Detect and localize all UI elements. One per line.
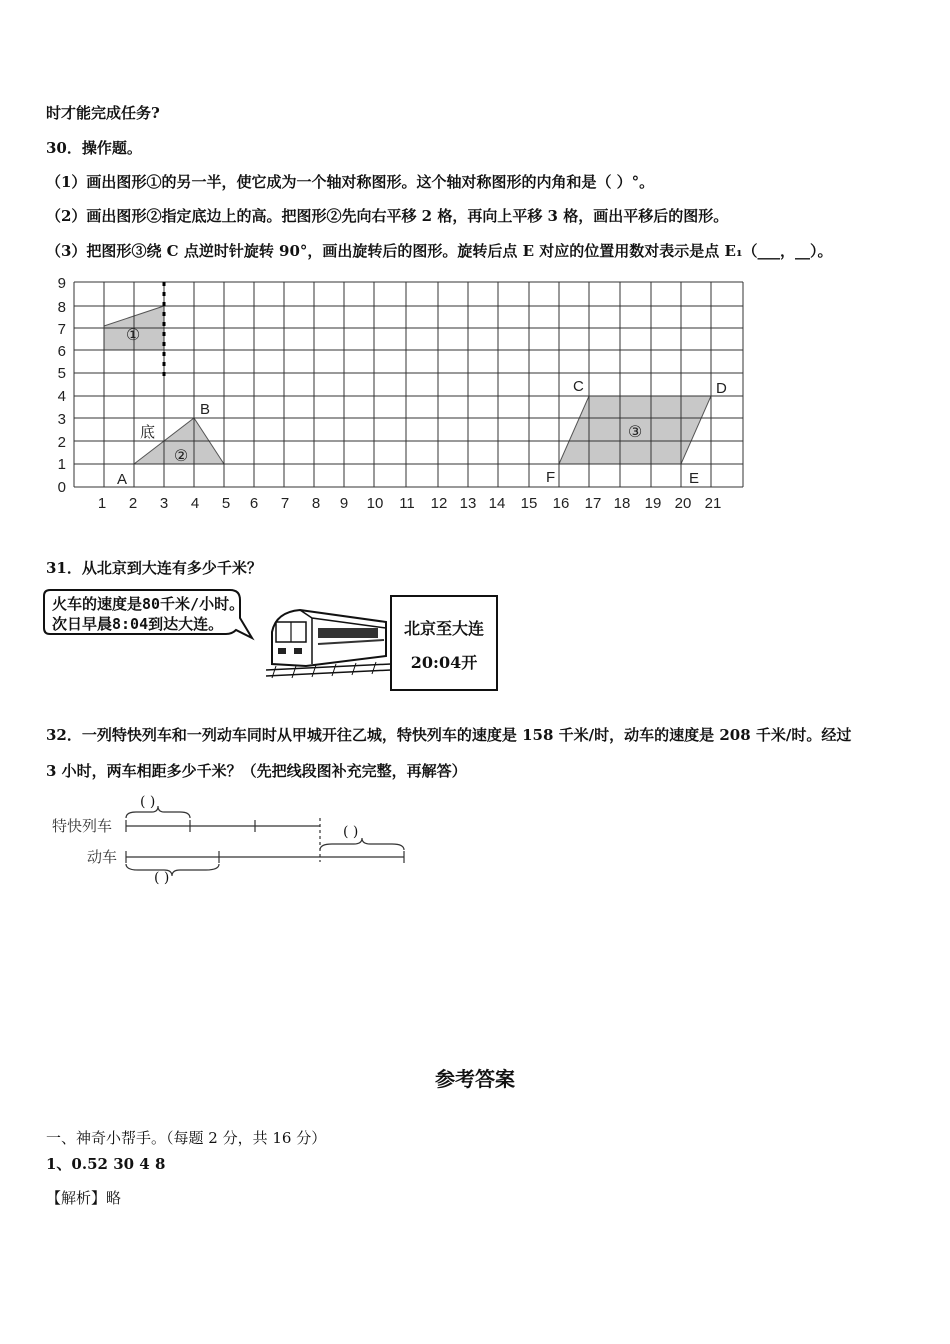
shape-1-label: ① <box>125 327 141 344</box>
x-tick-4: 4 <box>190 495 200 512</box>
x-tick-21: 21 <box>704 495 722 512</box>
x-axis-labels <box>98 495 722 512</box>
q30-part1: （1）画出图形①的另一半，使它成为一个轴对称图形。这个轴对称图形的内角和是（ ）°。 <box>46 173 655 191</box>
y-tick-2: 2 <box>57 434 66 451</box>
y-tick-8: 8 <box>57 299 66 316</box>
x-tick-17: 17 <box>584 495 602 512</box>
x-tick-1: 1 <box>97 495 107 512</box>
express-brace <box>126 806 190 818</box>
sign-line-2: 20:04开 <box>410 653 478 672</box>
point-b-label: B <box>200 401 211 418</box>
x-tick-2: 2 <box>128 495 138 512</box>
paren-difference: ( ) <box>343 824 359 840</box>
bubble-line-1: 火车的速度是80千米/小时。 <box>52 595 245 613</box>
answers-section-1: 一、神奇小帮手。（每题 2 分，共 16 分） <box>46 1129 327 1147</box>
point-e-label: E <box>689 470 700 487</box>
x-tick-5: 5 <box>221 495 231 512</box>
sign-line-1: 北京至大连 <box>403 619 484 638</box>
point-a-label: A <box>117 471 128 488</box>
x-tick-11: 11 <box>399 495 415 512</box>
paren-express: ( ) <box>140 794 156 810</box>
coordinate-grid-figure <box>40 270 770 520</box>
train-icon <box>266 604 391 680</box>
x-tick-15: 15 <box>520 495 538 512</box>
point-f-label: F <box>546 469 556 486</box>
base-label: 底 <box>140 424 156 441</box>
x-tick-16: 16 <box>552 495 570 512</box>
x-tick-3: 3 <box>159 495 169 512</box>
y-tick-9: 9 <box>57 275 66 292</box>
y-tick-5: 5 <box>57 365 66 382</box>
x-tick-8: 8 <box>311 495 321 512</box>
label-express-train: 特快列车 <box>52 817 113 835</box>
bubble-line-2: 次日早晨8:04到达大连。 <box>52 615 224 633</box>
q30-part2: （2）画出图形②指定底边上的高。把图形②先向右平移 2 格，再向上平移 3 格，画出平移后的图形。 <box>46 207 729 225</box>
q29-tail-text: 时才能完成任务? <box>46 104 160 122</box>
q31-title: 31．从北京到大连有多少千米？ <box>46 559 262 577</box>
x-tick-9: 9 <box>339 495 349 512</box>
point-c-label: C <box>573 378 584 395</box>
y-tick-4: 4 <box>57 388 66 405</box>
point-d-label: D <box>716 380 727 397</box>
x-tick-6: 6 <box>249 495 259 512</box>
shape-2-label: ② <box>173 448 189 465</box>
y-tick-1: 1 <box>57 456 66 473</box>
segment-diagram <box>40 786 420 896</box>
bullet-brace <box>126 864 219 876</box>
station-sign <box>390 595 498 691</box>
x-tick-7: 7 <box>280 495 290 512</box>
paren-bullet: ( ) <box>154 870 170 886</box>
difference-brace <box>320 838 404 850</box>
answer-analysis: 【解析】略 <box>46 1189 122 1207</box>
answer-1: 1、0.52 30 4 8 <box>46 1155 166 1173</box>
x-tick-19: 19 <box>644 495 662 512</box>
y-axis-labels <box>58 275 66 496</box>
x-tick-10: 10 <box>366 495 384 512</box>
y-tick-0: 0 <box>57 479 66 496</box>
shape-3-label: ③ <box>627 424 643 441</box>
y-tick-3: 3 <box>57 411 66 428</box>
answers-heading: 参考答案 <box>435 1067 515 1091</box>
x-tick-13: 13 <box>459 495 477 512</box>
y-tick-6: 6 <box>57 343 66 360</box>
q32-line-2: 3 小时，两车相距多少千米？（先把线段图补充完整，再解答） <box>46 762 467 780</box>
q30-title: 30．操作题。 <box>46 139 142 157</box>
q30-part3: （3）把图形③绕 C 点逆时针旋转 90°，画出旋转后的图形。旋转后点 E 对应的位置用数对表示是点 E₁（___，__）。 <box>46 242 833 260</box>
x-tick-14: 14 <box>488 495 506 512</box>
label-bullet-train: 动车 <box>87 848 118 866</box>
x-tick-20: 20 <box>674 495 692 512</box>
y-tick-7: 7 <box>57 321 66 338</box>
q32-line-1: 32．一列特快列车和一列动车同时从甲城开往乙城，特快列车的速度是 158 千米/时，动车的速度是 208 千米/时。经过 <box>46 726 852 744</box>
x-tick-12: 12 <box>430 495 448 512</box>
x-tick-18: 18 <box>613 495 631 512</box>
